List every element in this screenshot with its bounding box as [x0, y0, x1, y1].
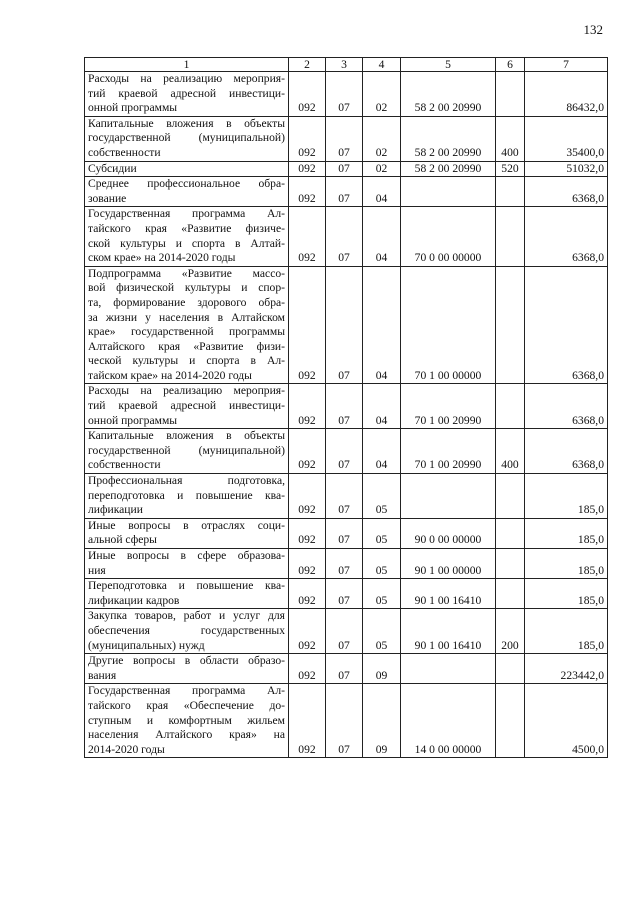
row-name-line: Переподготовка и повышение ква- — [88, 579, 285, 593]
target-article-cell: 90 1 00 16410 — [401, 579, 496, 609]
ministry-code-cell: 092 — [289, 609, 326, 654]
expense-type-cell: 400 — [496, 429, 525, 474]
amount-cell: 6368,0 — [525, 384, 608, 429]
budget-table — [84, 57, 608, 758]
amount-cell: 86432,0 — [525, 72, 608, 117]
table-row — [85, 474, 608, 519]
row-name-cell — [85, 654, 289, 684]
row-name-line: Капитальные вложения в объекты — [88, 429, 285, 443]
header-cell: 4 — [363, 58, 401, 72]
page-number: 132 — [583, 22, 603, 37]
header-cell: 1 — [85, 58, 289, 72]
row-name-line: Закупка товаров, работ и услуг для — [88, 609, 285, 623]
target-article-cell: 58 2 00 20990 — [401, 72, 496, 117]
target-article-cell — [401, 177, 496, 207]
ministry-code-cell: 092 — [289, 161, 326, 177]
row-name-cell — [85, 684, 289, 758]
amount-cell: 6368,0 — [525, 177, 608, 207]
expense-type-cell — [496, 177, 525, 207]
amount-cell: 223442,0 — [525, 654, 608, 684]
amount-cell: 35400,0 — [525, 116, 608, 161]
row-name-line: обеспечения государственных — [88, 623, 285, 637]
row-name-line: Субсидии — [88, 161, 137, 175]
row-name-line: Алтайского края «Развитие физи- — [88, 339, 285, 353]
amount-cell: 6368,0 — [525, 207, 608, 266]
subsection-code-cell: 05 — [363, 518, 401, 548]
row-name-line: за жизни у населения в Алтайском — [88, 310, 285, 324]
section-code-cell: 07 — [326, 429, 363, 474]
subsection-code-cell: 05 — [363, 474, 401, 519]
row-name-cell — [85, 579, 289, 609]
row-name-cell — [85, 518, 289, 548]
table-row — [85, 429, 608, 474]
row-name-cell — [85, 609, 289, 654]
subsection-code-cell: 02 — [363, 161, 401, 177]
table-row — [85, 579, 608, 609]
row-name-line: Подпрограмма «Развитие массо- — [88, 266, 285, 280]
table-row — [85, 116, 608, 161]
row-name-line: крае» государственной программы — [88, 325, 285, 339]
expense-type-cell — [496, 384, 525, 429]
row-name-line: лификации кадров — [88, 593, 180, 607]
amount-cell: 185,0 — [525, 518, 608, 548]
row-name-line: населения Алтайского края» на — [88, 728, 285, 742]
row-name-line: тайского края «Обеспечение до- — [88, 698, 285, 712]
row-name-cell — [85, 161, 289, 177]
section-code-cell: 07 — [326, 116, 363, 161]
table-row — [85, 684, 608, 758]
subsection-code-cell: 04 — [363, 266, 401, 384]
amount-cell: 51032,0 — [525, 161, 608, 177]
amount-cell: 6368,0 — [525, 429, 608, 474]
expense-type-cell — [496, 72, 525, 117]
section-code-cell: 07 — [326, 549, 363, 579]
amount-cell: 185,0 — [525, 474, 608, 519]
row-name-line: ском крае» на 2014-2020 годы — [88, 251, 236, 265]
target-article-cell: 90 0 00 00000 — [401, 518, 496, 548]
expense-type-cell — [496, 474, 525, 519]
row-name-line: онной программы — [88, 101, 178, 115]
target-article-cell: 90 1 00 16410 — [401, 609, 496, 654]
amount-cell: 185,0 — [525, 579, 608, 609]
row-name-line: вой физической культуры и спор- — [88, 281, 285, 295]
row-name-cell — [85, 429, 289, 474]
table-row — [85, 384, 608, 429]
section-code-cell: 07 — [326, 177, 363, 207]
row-name-cell — [85, 549, 289, 579]
row-name-line: альной сферы — [88, 533, 157, 547]
expense-type-cell — [496, 207, 525, 266]
expense-type-cell — [496, 654, 525, 684]
section-code-cell: 07 — [326, 518, 363, 548]
table-row — [85, 549, 608, 579]
header-cell: 2 — [289, 58, 326, 72]
header-cell: 7 — [525, 58, 608, 72]
row-name-line: собственности — [88, 145, 161, 159]
expense-type-cell — [496, 579, 525, 609]
ministry-code-cell: 092 — [289, 429, 326, 474]
section-code-cell: 07 — [326, 72, 363, 117]
ministry-code-cell: 092 — [289, 384, 326, 429]
ministry-code-cell: 092 — [289, 177, 326, 207]
row-name-line: собственности — [88, 458, 161, 472]
section-code-cell: 07 — [326, 207, 363, 266]
row-name-line: лификации — [88, 503, 143, 517]
target-article-cell: 70 0 00 00000 — [401, 207, 496, 266]
row-name-line: Государственная программа Ал- — [88, 207, 285, 221]
table-row — [85, 609, 608, 654]
row-name-line: онной программы — [88, 413, 178, 427]
row-name-cell — [85, 72, 289, 117]
ministry-code-cell: 092 — [289, 684, 326, 758]
target-article-cell: 58 2 00 20990 — [401, 161, 496, 177]
row-name-line: Расходы на реализацию мероприя- — [88, 72, 285, 85]
subsection-code-cell: 02 — [363, 116, 401, 161]
section-code-cell: 07 — [326, 654, 363, 684]
row-name-line: тий краевой адресной инвестици- — [88, 399, 285, 413]
target-article-cell: 70 1 00 00000 — [401, 266, 496, 384]
subsection-code-cell: 05 — [363, 609, 401, 654]
section-code-cell: 07 — [326, 609, 363, 654]
target-article-cell: 70 1 00 20990 — [401, 429, 496, 474]
target-article-cell: 14 0 00 00000 — [401, 684, 496, 758]
amount-cell: 6368,0 — [525, 266, 608, 384]
table-row — [85, 518, 608, 548]
row-name-line: Иные вопросы в сфере образова- — [88, 549, 285, 562]
section-code-cell: 07 — [326, 266, 363, 384]
table-body — [85, 58, 608, 758]
subsection-code-cell: 05 — [363, 579, 401, 609]
section-code-cell: 07 — [326, 474, 363, 519]
row-name-line: государственной (муниципальной) — [88, 443, 285, 457]
subsection-code-cell: 05 — [363, 549, 401, 579]
ministry-code-cell: 092 — [289, 266, 326, 384]
subsection-code-cell: 09 — [363, 654, 401, 684]
header-cell: 3 — [326, 58, 363, 72]
row-name-line: ской культуры и спорта в Алтай- — [88, 236, 285, 250]
row-name-line: тайского края «Развитие физиче- — [88, 221, 285, 235]
amount-cell: 185,0 — [525, 549, 608, 579]
header-cell: 5 — [401, 58, 496, 72]
subsection-code-cell: 04 — [363, 384, 401, 429]
ministry-code-cell: 092 — [289, 474, 326, 519]
amount-cell: 185,0 — [525, 609, 608, 654]
row-name-line: зование — [88, 191, 127, 205]
target-article-cell — [401, 474, 496, 519]
expense-type-cell — [496, 549, 525, 579]
table-row — [85, 207, 608, 266]
ministry-code-cell: 092 — [289, 654, 326, 684]
row-name-cell — [85, 384, 289, 429]
row-name-line: Среднее профессиональное обра- — [88, 177, 285, 191]
section-code-cell: 07 — [326, 161, 363, 177]
target-article-cell: 70 1 00 20990 — [401, 384, 496, 429]
expense-type-cell — [496, 518, 525, 548]
section-code-cell: 07 — [326, 579, 363, 609]
ministry-code-cell: 092 — [289, 549, 326, 579]
row-name-cell — [85, 116, 289, 161]
row-name-line: ступным и комфортным жильем — [88, 713, 285, 727]
ministry-code-cell: 092 — [289, 116, 326, 161]
row-name-line: Другие вопросы в области образо- — [88, 654, 285, 668]
row-name-line: государственной (муниципальной) — [88, 131, 285, 145]
subsection-code-cell: 04 — [363, 177, 401, 207]
ministry-code-cell: 092 — [289, 207, 326, 266]
target-article-cell: 58 2 00 20990 — [401, 116, 496, 161]
row-name-line: 2014-2020 годы — [88, 742, 165, 756]
row-name-line: (муниципальных) нужд — [88, 638, 205, 652]
row-name-cell — [85, 177, 289, 207]
expense-type-cell: 400 — [496, 116, 525, 161]
table-row — [85, 161, 608, 177]
expense-type-cell: 200 — [496, 609, 525, 654]
table-header-row — [85, 58, 608, 72]
row-name-line: та, формирование здорового обра- — [88, 295, 285, 309]
row-name-cell — [85, 474, 289, 519]
subsection-code-cell: 04 — [363, 207, 401, 266]
expense-type-cell: 520 — [496, 161, 525, 177]
table-row — [85, 654, 608, 684]
row-name-line: ческой культуры и спорта в Ал- — [88, 354, 285, 368]
section-code-cell: 07 — [326, 384, 363, 429]
row-name-line: переподготовка и повышение ква- — [88, 488, 285, 502]
row-name-line: тий краевой адресной инвестици- — [88, 86, 285, 100]
table-row — [85, 266, 608, 384]
row-name-cell — [85, 207, 289, 266]
row-name-cell — [85, 266, 289, 384]
subsection-code-cell: 09 — [363, 684, 401, 758]
ministry-code-cell: 092 — [289, 518, 326, 548]
header-cell: 6 — [496, 58, 525, 72]
row-name-line: Расходы на реализацию мероприя- — [88, 384, 285, 398]
row-name-line: ния — [88, 563, 106, 577]
row-name-line: тайском крае» на 2014-2020 годы — [88, 368, 252, 382]
table-row — [85, 177, 608, 207]
row-name-line: Иные вопросы в отраслях соци- — [88, 518, 285, 532]
section-code-cell: 07 — [326, 684, 363, 758]
subsection-code-cell: 04 — [363, 429, 401, 474]
row-name-line: Капитальные вложения в объекты — [88, 116, 285, 130]
target-article-cell — [401, 654, 496, 684]
row-name-line: вания — [88, 668, 117, 682]
amount-cell: 4500,0 — [525, 684, 608, 758]
expense-type-cell — [496, 266, 525, 384]
ministry-code-cell: 092 — [289, 579, 326, 609]
ministry-code-cell: 092 — [289, 72, 326, 117]
expense-type-cell — [496, 684, 525, 758]
table-row — [85, 72, 608, 117]
row-name-line: Государственная программа Ал- — [88, 684, 285, 698]
target-article-cell: 90 1 00 00000 — [401, 549, 496, 579]
subsection-code-cell: 02 — [363, 72, 401, 117]
row-name-line: Профессиональная подготовка, — [88, 474, 285, 488]
